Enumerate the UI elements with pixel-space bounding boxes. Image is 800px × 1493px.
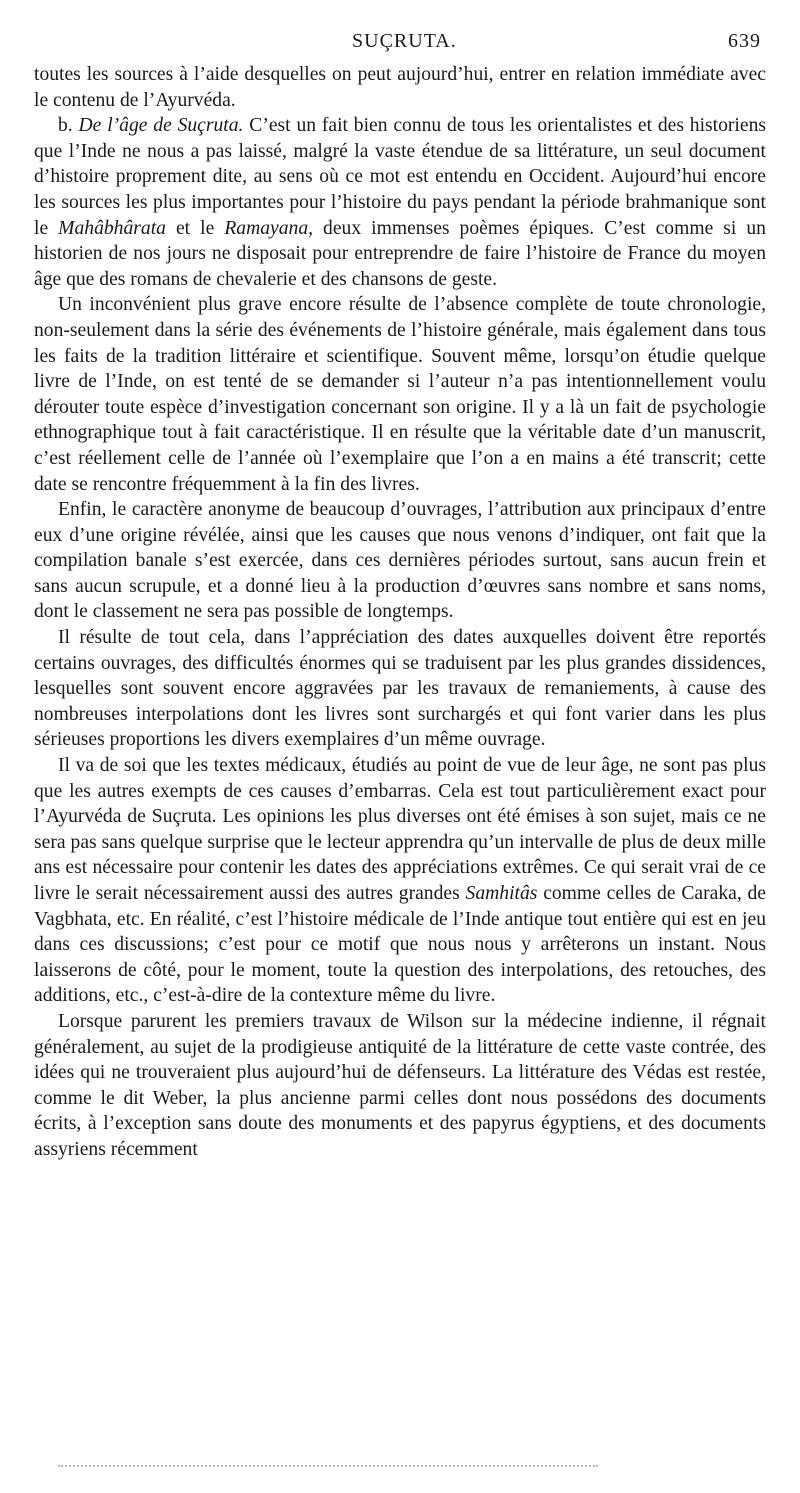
running-title: SUÇRUTA. — [352, 30, 457, 52]
paragraph-wilson: Lorsque parurent les premiers travaux de Wilson sur la médecine indienne, il régnait généralement, au sujet de la prodigieuse antiquité de la littérature de cette vaste contrée, des idées qui ne trouveraient plus aujourd’hui de défenseurs. La littérature des Védas est restée, comme le dit Weber, la plus ancienne parmi celles dont nous possédons des documents écrits, à l’exception sans doute des monuments et des papyrus égyptiens, et des documents assyriens récemment — [34, 1010, 766, 1160]
paragraph-medical-texts — [34, 753, 766, 1009]
section-heading: De l’âge de Suçruta. — [78, 115, 244, 137]
body-text — [34, 62, 766, 1163]
paragraph-continuation: toutes les sources à l’aide desquelles on peut aujourd’hui, entrer en relation immédiate avec le contenu de l’Ayurvéda. — [34, 64, 766, 111]
paragraph-text: C’est un fait bien connu de tous les orientalistes et des historiens que l’Inde ne nous a pas laissé, malgré la vaste étendue de sa littérature, un seul document d’histoire proprement dite, au sens où ce mot est entendu en Occident. Aujourd’hui encore les sources les plus importantes pour l’histoire du pays pendant la période brahmanique sont le — [34, 115, 766, 239]
paragraph-chronology: Un inconvénient plus grave encore résulte de l’absence complète de toute chronologie, non-seulement dans la série des événements de l’histoire générale, mais également dans tous les faits de la tradition littéraire et scientifique. Souvent même, lorsqu’on étudie quelque livre de l’Inde, on est tenté de se demander si l’auteur n’a pas intentionnellement voulu dérouter toute espèce d’investigation concernant son origine. Il y a là un fait de psychologie ethnographique tout à fait caractéristique. Il en résulte que la véritable date d’un manuscrit, c’est réellement celle de l’année où l’exemplaire que l’on a en mains a été transcrit; cette date se rencontre fréquemment à la fin des livres. — [34, 294, 766, 495]
paragraph-section-b — [34, 113, 766, 292]
paragraph-dates: Il résulte de tout cela, dans l’appréciation des dates auxquelles doivent être reportés certains ouvrages, des difficultés énormes qui se traduisent par les plus grandes dissidences, lesquelles sont souvent encore aggravées par les travaux de remaniements, à cause des nombreuses interpolations dont les livres sont surchargés et qui font varier dans les plus sérieuses proportions les divers exemplaires d’un même ouvrage. — [34, 627, 766, 751]
footnote-bleed-through — [58, 1462, 598, 1467]
paragraph-anonymity: Enfin, le caractère anonyme de beaucoup d’ouvrages, l’attribution aux principaux d’entre eux d’une origine révélée, ainsi que les causes que nous venons d’indiquer, ont fait que la compilation banale s’est exercée, dans ces dernières périodes surtout, sans aucun frein et sans aucun scrupule, et a donné lieu à la production d’œuvres sans nombre et sans noms, dont le classement ne sera pas possible de longtemps. — [34, 499, 766, 623]
paragraph-text: Il va de soi que les textes médicaux, étudiés au point de vue de leur âge, ne sont pas plus que les autres exempts de ces causes d’embarras. Cela est tout particulièrement exact pour l’Ayurvéda de Suçruta. Les opinions les plus diverses ont été émises à son sujet, mais ce ne sera pas sans quelque surprise que le lecteur apprendra qu’un intervalle de plus de deux mille ans est nécessaire pour contenir les dates des appréciations extrêmes. Ce qui serait vrai de ce livre le serait nécessairement aussi des autres grandes — [34, 755, 766, 904]
work-title-samhitas: Samhitâs — [465, 883, 538, 904]
section-label: b. — [58, 115, 73, 137]
work-title-mahabharata: Mahâbhârata — [58, 217, 166, 239]
running-head — [0, 30, 800, 56]
page-number: 639 — [728, 30, 761, 52]
work-title-ramayana: Ramayana, — [224, 217, 314, 239]
paragraph-text: deux immenses poèmes épiques. C’est comme si un historien de nos jours ne disposait pour entreprendre de faire l’histoire de France du moyen âge que des romans de chevalerie et des chansons de geste. — [34, 217, 766, 290]
paragraph-text: comme celles de Caraka, de Vagbhata, etc. En réalité, c’est l’histoire médicale de l’Inde antique tout entière qui est en jeu dans ces discussions; c’est pour ce motif que nous nous y arrêterons un instant. Nous laisserons de côté, pour le moment, toute la question des interpolations, des retouches, des additions, etc., c’est-à-dire de la contexture même du livre. — [34, 883, 766, 1007]
paragraph-text: et le — [175, 217, 215, 239]
